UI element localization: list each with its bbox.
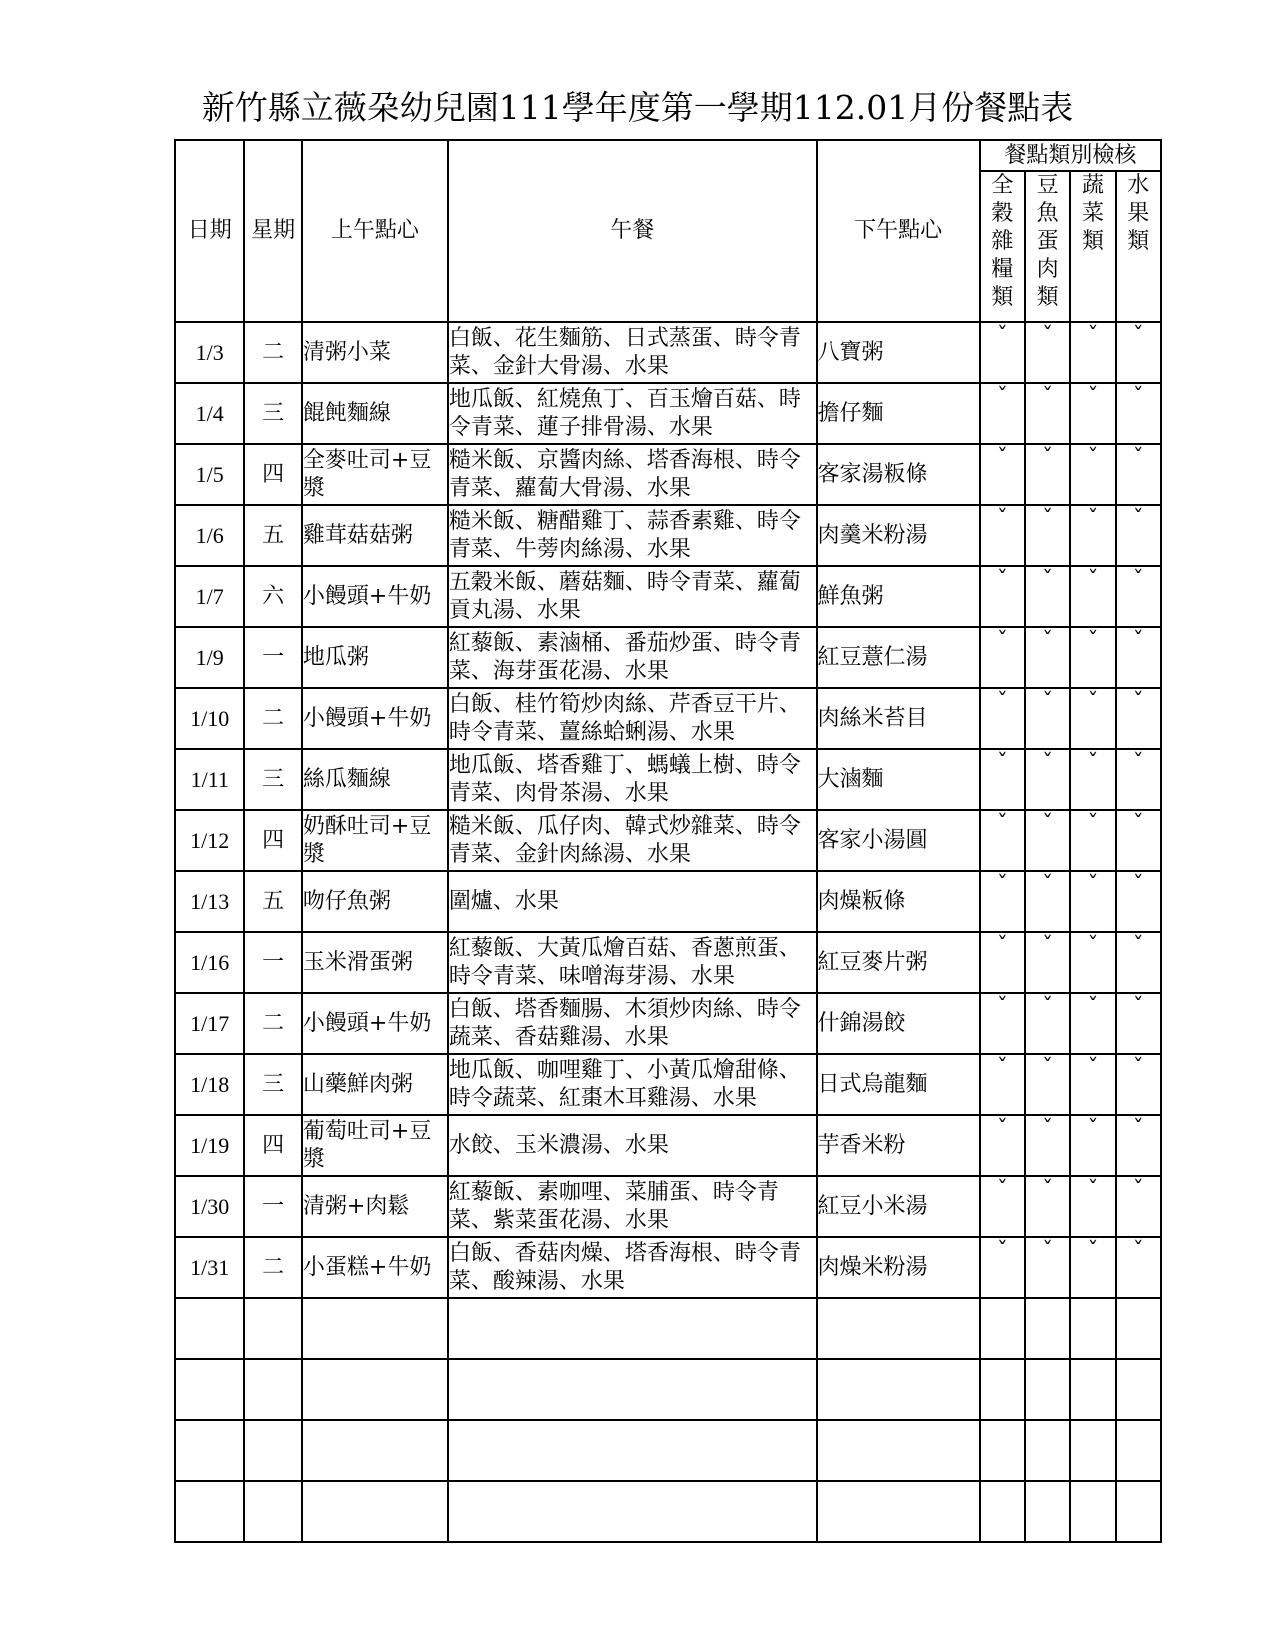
table-row [175, 871, 1161, 932]
check-mark: ˇ [1116, 1115, 1161, 1176]
check-mark: ˇ [1025, 871, 1070, 932]
weekday-cell: 一 [244, 932, 301, 993]
check-mark: ˇ [1025, 444, 1070, 505]
morning-snack-cell: 清粥+肉鬆 [302, 1176, 448, 1237]
lunch-cell: 地瓜飯、咖哩雞丁、小黃瓜燴甜條、時令蔬菜、紅棗木耳雞湯、水果 [448, 1054, 817, 1115]
empty-cell [980, 1298, 1025, 1359]
lunch-cell: 糙米飯、瓜仔肉、韓式炒雜菜、時令青菜、金針肉絲湯、水果 [448, 810, 817, 871]
check-mark: ˇ [1070, 688, 1115, 749]
header-weekday: 星期 [244, 140, 301, 322]
empty-row [175, 1298, 1161, 1359]
empty-cell [1070, 1359, 1115, 1420]
header-date: 日期 [175, 140, 244, 322]
table-row [175, 810, 1161, 871]
check-mark: ˇ [1116, 1054, 1161, 1115]
check-mark: ˇ [980, 993, 1025, 1054]
check-mark: ˇ [1025, 810, 1070, 871]
empty-cell [448, 1359, 817, 1420]
date-cell: 1/16 [175, 932, 244, 993]
header-check-fruit: 水果類 [1116, 171, 1161, 322]
lunch-cell: 紅藜飯、素咖哩、菜脯蛋、時令青菜、紫菜蛋花湯、水果 [448, 1176, 817, 1237]
empty-cell [175, 1420, 244, 1481]
check-mark: ˇ [980, 627, 1025, 688]
check-mark: ˇ [1116, 688, 1161, 749]
weekday-cell: 一 [244, 1176, 301, 1237]
header-check-grains: 全穀雜糧類 [980, 171, 1025, 322]
morning-snack-cell: 山藥鮮肉粥 [302, 1054, 448, 1115]
check-mark: ˇ [1070, 322, 1115, 383]
check-mark: ˇ [1116, 505, 1161, 566]
weekday-cell: 三 [244, 749, 301, 810]
check-mark: ˇ [1116, 932, 1161, 993]
date-cell: 1/3 [175, 322, 244, 383]
afternoon-snack-cell: 紅豆麥片粥 [817, 932, 980, 993]
weekday-cell: 三 [244, 1054, 301, 1115]
afternoon-snack-cell: 擔仔麵 [817, 383, 980, 444]
empty-cell [1070, 1298, 1115, 1359]
afternoon-snack-cell: 肉羹米粉湯 [817, 505, 980, 566]
empty-cell [1025, 1298, 1070, 1359]
afternoon-snack-cell: 肉燥粄條 [817, 871, 980, 932]
morning-snack-cell: 小饅頭+牛奶 [302, 566, 448, 627]
empty-cell [817, 1359, 980, 1420]
empty-cell [1116, 1298, 1161, 1359]
weekday-cell: 四 [244, 444, 301, 505]
empty-cell [175, 1481, 244, 1542]
date-cell: 1/30 [175, 1176, 244, 1237]
meal-table-body [175, 322, 1161, 1542]
check-mark: ˇ [1025, 627, 1070, 688]
table-row [175, 444, 1161, 505]
empty-cell [302, 1359, 448, 1420]
afternoon-snack-cell: 紅豆小米湯 [817, 1176, 980, 1237]
check-mark: ˇ [980, 1176, 1025, 1237]
empty-cell [302, 1481, 448, 1542]
empty-cell [175, 1298, 244, 1359]
check-mark: ˇ [980, 566, 1025, 627]
weekday-cell: 四 [244, 810, 301, 871]
morning-snack-cell: 清粥小菜 [302, 322, 448, 383]
empty-cell [448, 1420, 817, 1481]
empty-row [175, 1359, 1161, 1420]
lunch-cell: 紅藜飯、大黃瓜燴百菇、香蔥煎蛋、時令青菜、味噌海芽湯、水果 [448, 932, 817, 993]
morning-snack-cell: 地瓜粥 [302, 627, 448, 688]
check-mark: ˇ [1025, 932, 1070, 993]
morning-snack-cell: 葡萄吐司+豆漿 [302, 1115, 448, 1176]
check-mark: ˇ [1025, 749, 1070, 810]
header-check-protein: 豆魚蛋肉類 [1025, 171, 1070, 322]
check-mark: ˇ [1116, 810, 1161, 871]
empty-cell [302, 1298, 448, 1359]
date-cell: 1/9 [175, 627, 244, 688]
lunch-cell: 白飯、花生麵筋、日式蒸蛋、時令青菜、金針大骨湯、水果 [448, 322, 817, 383]
check-mark: ˇ [1116, 1176, 1161, 1237]
date-cell: 1/18 [175, 1054, 244, 1115]
check-mark: ˇ [980, 688, 1025, 749]
check-mark: ˇ [980, 505, 1025, 566]
table-row [175, 932, 1161, 993]
check-mark: ˇ [1116, 993, 1161, 1054]
check-mark: ˇ [980, 322, 1025, 383]
check-mark: ˇ [1025, 1176, 1070, 1237]
empty-row [175, 1420, 1161, 1481]
lunch-cell: 地瓜飯、紅燒魚丁、百玉燴百菇、時令青菜、蓮子排骨湯、水果 [448, 383, 817, 444]
check-mark: ˇ [980, 1237, 1025, 1298]
lunch-cell: 五穀米飯、蘑菇麵、時令青菜、蘿蔔貢丸湯、水果 [448, 566, 817, 627]
weekday-cell: 六 [244, 566, 301, 627]
morning-snack-cell: 全麥吐司+豆漿 [302, 444, 448, 505]
empty-cell [244, 1420, 301, 1481]
check-mark: ˇ [980, 1054, 1025, 1115]
page-title: 新竹縣立薇朶幼兒園111學年度第一學期112.01月份餐點表 [201, 88, 1074, 127]
header-morning-snack: 上午點心 [302, 140, 448, 322]
afternoon-snack-cell: 肉絲米苔目 [817, 688, 980, 749]
check-mark: ˇ [1116, 383, 1161, 444]
empty-cell [980, 1481, 1025, 1542]
morning-snack-cell: 小蛋糕+牛奶 [302, 1237, 448, 1298]
weekday-cell: 二 [244, 1237, 301, 1298]
afternoon-snack-cell: 什錦湯餃 [817, 993, 980, 1054]
header-check-vegetables: 蔬菜類 [1070, 171, 1115, 322]
header-lunch: 午餐 [448, 140, 817, 322]
afternoon-snack-cell: 芋香米粉 [817, 1115, 980, 1176]
weekday-cell: 五 [244, 505, 301, 566]
lunch-cell: 糙米飯、糖醋雞丁、蒜香素雞、時令青菜、牛蒡肉絲湯、水果 [448, 505, 817, 566]
date-cell: 1/4 [175, 383, 244, 444]
date-cell: 1/5 [175, 444, 244, 505]
check-mark: ˇ [1070, 932, 1115, 993]
empty-row [175, 1481, 1161, 1542]
empty-cell [244, 1481, 301, 1542]
header-afternoon-snack: 下午點心 [817, 140, 980, 322]
date-cell: 1/19 [175, 1115, 244, 1176]
empty-cell [1025, 1420, 1070, 1481]
morning-snack-cell: 小饅頭+牛奶 [302, 688, 448, 749]
header-check-group: 餐點類別檢核 [980, 140, 1161, 171]
weekday-cell: 一 [244, 627, 301, 688]
empty-cell [244, 1359, 301, 1420]
check-mark: ˇ [1070, 993, 1115, 1054]
table-row [175, 993, 1161, 1054]
check-mark: ˇ [980, 444, 1025, 505]
table-row [175, 749, 1161, 810]
afternoon-snack-cell: 客家小湯圓 [817, 810, 980, 871]
check-mark: ˇ [980, 1115, 1025, 1176]
table-row [175, 688, 1161, 749]
morning-snack-cell: 餛飩麵線 [302, 383, 448, 444]
table-row [175, 566, 1161, 627]
morning-snack-cell: 雞茸菇菇粥 [302, 505, 448, 566]
empty-cell [980, 1359, 1025, 1420]
date-cell: 1/10 [175, 688, 244, 749]
weekday-cell: 二 [244, 993, 301, 1054]
lunch-cell: 白飯、香菇肉燥、塔香海根、時令青菜、酸辣湯、水果 [448, 1237, 817, 1298]
check-mark: ˇ [1116, 444, 1161, 505]
table-row [175, 505, 1161, 566]
morning-snack-cell: 奶酥吐司+豆漿 [302, 810, 448, 871]
check-mark: ˇ [1070, 627, 1115, 688]
weekday-cell: 四 [244, 1115, 301, 1176]
weekday-cell: 二 [244, 322, 301, 383]
date-cell: 1/7 [175, 566, 244, 627]
check-mark: ˇ [1070, 1115, 1115, 1176]
check-mark: ˇ [1116, 1237, 1161, 1298]
lunch-cell: 水餃、玉米濃湯、水果 [448, 1115, 817, 1176]
lunch-cell: 圍爐、水果 [448, 871, 817, 932]
table-row [175, 1237, 1161, 1298]
check-mark: ˇ [1025, 1054, 1070, 1115]
check-mark: ˇ [1025, 383, 1070, 444]
weekday-cell: 五 [244, 871, 301, 932]
date-cell: 1/17 [175, 993, 244, 1054]
afternoon-snack-cell: 大滷麵 [817, 749, 980, 810]
empty-cell [817, 1298, 980, 1359]
check-mark: ˇ [980, 810, 1025, 871]
afternoon-snack-cell: 日式烏龍麵 [817, 1054, 980, 1115]
check-mark: ˇ [1025, 993, 1070, 1054]
lunch-cell: 地瓜飯、塔香雞丁、螞蟻上樹、時令青菜、肉骨茶湯、水果 [448, 749, 817, 810]
empty-cell [817, 1481, 980, 1542]
date-cell: 1/31 [175, 1237, 244, 1298]
weekday-cell: 三 [244, 383, 301, 444]
check-mark: ˇ [1025, 322, 1070, 383]
empty-cell [1116, 1420, 1161, 1481]
check-mark: ˇ [1116, 871, 1161, 932]
empty-cell [1116, 1359, 1161, 1420]
check-mark: ˇ [1116, 749, 1161, 810]
empty-cell [1025, 1359, 1070, 1420]
table-row [175, 1054, 1161, 1115]
afternoon-snack-cell: 客家湯粄條 [817, 444, 980, 505]
check-mark: ˇ [1070, 749, 1115, 810]
meal-table [174, 139, 1162, 1543]
date-cell: 1/11 [175, 749, 244, 810]
check-mark: ˇ [1070, 871, 1115, 932]
empty-cell [1025, 1481, 1070, 1542]
check-mark: ˇ [1025, 505, 1070, 566]
empty-cell [1070, 1481, 1115, 1542]
empty-cell [175, 1359, 244, 1420]
check-mark: ˇ [1070, 444, 1115, 505]
check-mark: ˇ [1025, 566, 1070, 627]
check-mark: ˇ [1070, 810, 1115, 871]
afternoon-snack-cell: 八寶粥 [817, 322, 980, 383]
table-row [175, 1176, 1161, 1237]
empty-cell [244, 1298, 301, 1359]
check-mark: ˇ [1070, 1054, 1115, 1115]
check-mark: ˇ [1070, 1237, 1115, 1298]
lunch-cell: 紅藜飯、素滷桶、番茄炒蛋、時令青菜、海芽蛋花湯、水果 [448, 627, 817, 688]
empty-cell [1070, 1420, 1115, 1481]
check-mark: ˇ [980, 871, 1025, 932]
lunch-cell: 白飯、桂竹筍炒肉絲、芹香豆干片、時令青菜、薑絲蛤蜊湯、水果 [448, 688, 817, 749]
check-mark: ˇ [980, 383, 1025, 444]
afternoon-snack-cell: 鮮魚粥 [817, 566, 980, 627]
empty-cell [448, 1481, 817, 1542]
check-mark: ˇ [1025, 1237, 1070, 1298]
check-mark: ˇ [1025, 1115, 1070, 1176]
check-mark: ˇ [1070, 383, 1115, 444]
lunch-cell: 白飯、塔香麵腸、木須炒肉絲、時令蔬菜、香菇雞湯、水果 [448, 993, 817, 1054]
morning-snack-cell: 絲瓜麵線 [302, 749, 448, 810]
date-cell: 1/13 [175, 871, 244, 932]
table-row [175, 627, 1161, 688]
check-mark: ˇ [980, 932, 1025, 993]
empty-cell [980, 1420, 1025, 1481]
lunch-cell: 糙米飯、京醬肉絲、塔香海根、時令青菜、蘿蔔大骨湯、水果 [448, 444, 817, 505]
date-cell: 1/6 [175, 505, 244, 566]
table-row [175, 322, 1161, 383]
empty-cell [302, 1420, 448, 1481]
check-mark: ˇ [980, 749, 1025, 810]
date-cell: 1/12 [175, 810, 244, 871]
morning-snack-cell: 玉米滑蛋粥 [302, 932, 448, 993]
empty-cell [1116, 1481, 1161, 1542]
weekday-cell: 二 [244, 688, 301, 749]
check-mark: ˇ [1070, 566, 1115, 627]
afternoon-snack-cell: 紅豆薏仁湯 [817, 627, 980, 688]
empty-cell [817, 1420, 980, 1481]
check-mark: ˇ [1070, 1176, 1115, 1237]
morning-snack-cell: 小饅頭+牛奶 [302, 993, 448, 1054]
afternoon-snack-cell: 肉燥米粉湯 [817, 1237, 980, 1298]
morning-snack-cell: 吻仔魚粥 [302, 871, 448, 932]
check-mark: ˇ [1025, 688, 1070, 749]
table-row [175, 383, 1161, 444]
check-mark: ˇ [1116, 627, 1161, 688]
table-row [175, 1115, 1161, 1176]
check-mark: ˇ [1116, 322, 1161, 383]
empty-cell [448, 1298, 817, 1359]
check-mark: ˇ [1070, 505, 1115, 566]
check-mark: ˇ [1116, 566, 1161, 627]
